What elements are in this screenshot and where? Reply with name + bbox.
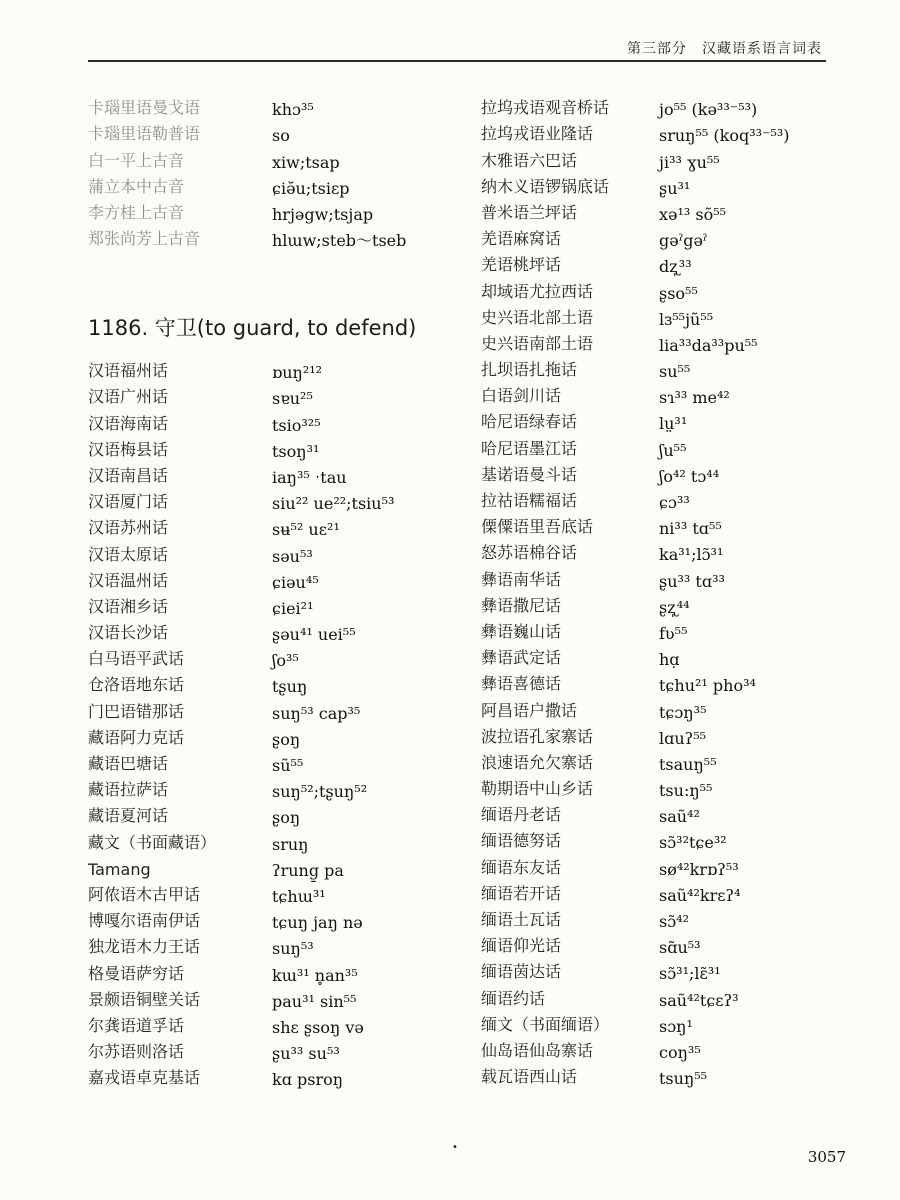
language-name: 独龙语木力王话 [88, 937, 201, 957]
phonetic-form: suŋ⁵²;tʂuŋ⁵² [272, 782, 368, 802]
left-column [88, 92, 468, 249]
language-name: 哈尼语绿春话 [481, 412, 578, 432]
table-row [481, 380, 861, 406]
phonetic-form: ka³¹;lɔ̃³¹ [659, 545, 724, 565]
language-name: 载瓦语西山话 [481, 1067, 578, 1087]
language-name: 缅语德努话 [481, 831, 562, 851]
language-name: 缅语土瓦话 [481, 910, 562, 929]
phonetic-form: ɕɔ³³ [659, 493, 690, 512]
phonetic-form: sɔ̃³²tɕe³² [659, 833, 727, 853]
table-row [481, 302, 861, 328]
language-name: 怒苏语棉谷话 [481, 543, 578, 563]
table-row [88, 565, 468, 591]
table-row [481, 878, 861, 904]
language-name: 木雅语六巴话 [481, 150, 578, 170]
table-row [88, 643, 468, 669]
phonetic-form: ʂʐ̩⁴⁴ [659, 597, 690, 617]
table-row [481, 721, 861, 747]
language-name: 尔龚语道孚话 [88, 1015, 185, 1035]
phonetic-form: sruŋ⁵⁵ (koq³³⁻⁵³) [659, 126, 790, 146]
table-row [88, 617, 468, 643]
language-name: 阿昌语户撒话 [481, 700, 578, 720]
language-name: 白语剑川话 [481, 386, 562, 406]
table-row [88, 407, 468, 433]
table-row [481, 616, 861, 642]
table-row [481, 537, 861, 563]
phonetic-form: tsuŋ⁵⁵ [659, 1069, 708, 1089]
language-name: 汉语广州话 [88, 387, 169, 407]
language-name: Tamang [88, 859, 151, 879]
table-row [481, 485, 861, 511]
phonetic-form: tɕɔŋ³⁵ [659, 702, 707, 722]
language-name: 汉语苏州话 [88, 518, 169, 538]
phonetic-form: dʐ̩³³ [659, 257, 692, 277]
phonetic-form: ɒuŋ²¹² [272, 363, 323, 383]
phonetic-form: tsio³²⁵ [272, 415, 321, 435]
language-name: 缅语茵达话 [481, 962, 562, 982]
language-name: 汉语福州话 [88, 361, 169, 381]
language-name: 彝语巍山话 [481, 621, 562, 641]
language-name: 景颇语铜壁关话 [88, 989, 201, 1009]
language-name: 拉祜语糯福话 [481, 491, 578, 510]
table-row [88, 171, 468, 197]
table-row [88, 774, 468, 800]
table-row [88, 1062, 468, 1088]
phonetic-form: sɿ³³ me⁴² [659, 388, 730, 408]
language-name: 汉语海南话 [88, 413, 169, 433]
table-row [481, 851, 861, 877]
phonetic-form: hɑ̣ [659, 650, 680, 670]
phonetic-form: ʂoŋ [272, 729, 301, 749]
phonetic-form: səu⁵³ [272, 546, 313, 566]
language-name: 浪速语允欠寨话 [481, 752, 594, 772]
phonetic-form: hrjəgw;tsjap [272, 204, 374, 224]
language-name: 尔苏语则洛话 [88, 1042, 185, 1062]
section-title: 1186. 守卫(to guard, to defend) [88, 316, 417, 340]
table-row [481, 171, 861, 197]
table-row [88, 460, 468, 486]
bullet-mark: • [452, 1142, 458, 1153]
table-row [88, 381, 468, 407]
phonetic-form: gəˀgəˀ [659, 231, 708, 251]
table-row [88, 591, 468, 617]
language-name: 汉语湘乡话 [88, 596, 169, 616]
table-row [88, 879, 468, 905]
phonetic-form: saũ⁴²krɛʔ⁴ [659, 885, 741, 905]
phonetic-form: lia³³da³³pu⁵⁵ [659, 335, 758, 355]
table-row [481, 249, 861, 275]
language-name: 却域语尤拉西话 [481, 281, 594, 301]
table-row [481, 694, 861, 720]
language-name: 彝语武定话 [481, 648, 562, 668]
language-name: 勒期语中山乡话 [481, 779, 594, 799]
language-name: 哈尼语墨江话 [481, 438, 578, 458]
table-row [88, 905, 468, 931]
running-head: 第三部分 汉藏语系语言词表 [627, 41, 822, 57]
language-name: 藏文（书面藏语） [88, 832, 217, 852]
language-name: 藏语阿力克话 [88, 727, 185, 747]
phonetic-form: tɕhɯ³¹ [272, 886, 326, 906]
language-name: 白马语平武话 [88, 649, 185, 669]
language-name: 拉坞戎语观音桥话 [481, 98, 610, 118]
table-row [481, 563, 861, 589]
language-name: 史兴语北部土语 [481, 307, 594, 327]
phonetic-form: suŋ⁵³ cap³⁵ [272, 703, 361, 723]
table-row [481, 590, 861, 616]
language-name: 蒲立本中古音 [88, 176, 185, 196]
phonetic-form: ʃo³⁵ [272, 651, 299, 671]
language-name: 藏语拉萨话 [88, 780, 169, 800]
language-name: 缅语约话 [481, 988, 546, 1008]
language-name: 缅语仰光话 [481, 936, 562, 956]
table-row [88, 92, 468, 118]
phonetic-form: sɔ̃⁴² [659, 912, 689, 931]
phonetic-form: su⁵⁵ [659, 362, 691, 382]
phonetic-form: ʂso⁵⁵ [659, 283, 698, 303]
language-name: 羌语麻窝话 [481, 229, 562, 249]
page-number: 3057 [807, 1148, 846, 1166]
phonetic-form: sruŋ [272, 834, 309, 854]
phonetic-form: sɔ̃³¹;lɛ̃³¹ [659, 964, 721, 984]
table-row [88, 512, 468, 538]
phonetic-form: fʋ⁵⁵ [659, 623, 688, 643]
header-rule [88, 60, 826, 62]
language-name: 波拉语孔家寨话 [481, 726, 594, 746]
phonetic-form: tʂuŋ [272, 677, 308, 697]
language-name: 缅语东友话 [481, 857, 562, 877]
phonetic-form: ʔrung̱ pa [272, 860, 344, 880]
phonetic-form: ʂu³³ su⁵³ [272, 1044, 340, 1064]
left-column-lower [88, 355, 468, 1088]
table-row [88, 826, 468, 852]
table-row [88, 957, 468, 983]
phonetic-form: suŋ⁵³ [272, 939, 314, 959]
phonetic-form: ji³³ ɣu⁵⁵ [659, 152, 720, 172]
table-row [88, 669, 468, 695]
language-name: 汉语梅县话 [88, 439, 169, 459]
table-row [481, 92, 861, 118]
language-name: 卡瑙里语曼戈语 [88, 98, 201, 118]
table-row [481, 747, 861, 773]
phonetic-form: sø⁴²krɒʔ⁵³ [659, 859, 739, 879]
table-row [88, 197, 468, 223]
table-row [481, 275, 861, 301]
language-name: 阿侬语木古甲话 [88, 884, 201, 904]
language-name: 博嘎尔语南伊话 [88, 911, 201, 931]
language-name: 李方桂上古音 [88, 202, 185, 222]
phonetic-form: sɑ̃u⁵³ [659, 938, 701, 958]
language-name: 拉坞戎语业隆话 [481, 124, 594, 144]
table-row [88, 118, 468, 144]
phonetic-form: kɯ³¹ n̥an³⁵ [272, 965, 358, 985]
phonetic-form: sũ⁵⁵ [272, 756, 304, 775]
table-row [481, 825, 861, 851]
phonetic-form: ʂu³¹ [659, 178, 691, 198]
phonetic-form: sɔŋ¹ [659, 1016, 693, 1036]
language-name: 羌语桃坪话 [481, 255, 562, 275]
phonetic-form: iaŋ³⁵ ˑtau [272, 467, 347, 487]
table-row [88, 486, 468, 512]
phonetic-form: kɑ psroŋ [272, 1070, 344, 1090]
table-row [88, 695, 468, 721]
table-row [88, 355, 468, 381]
language-name: 纳木义语锣锅底话 [481, 176, 610, 196]
phonetic-form: sʉ⁵² uɛ²¹ [272, 520, 340, 540]
language-name: 基诺语曼斗话 [481, 464, 578, 484]
language-name: 藏语巴塘话 [88, 754, 169, 773]
table-row [88, 144, 468, 170]
table-row [88, 1010, 468, 1036]
phonetic-form: lṳ³¹ [659, 414, 688, 434]
phonetic-form: so [272, 126, 290, 146]
phonetic-form: tsauŋ⁵⁵ [659, 754, 717, 774]
phonetic-form: ni³³ tɑ⁵⁵ [659, 519, 722, 539]
phonetic-form: coŋ³⁵ [659, 1042, 701, 1062]
phonetic-form: lɑuʔ⁵⁵ [659, 728, 707, 748]
table-row [481, 459, 861, 485]
table-row [481, 956, 861, 982]
table-row [88, 434, 468, 460]
table-row [88, 223, 468, 249]
table-row [481, 354, 861, 380]
language-name: 普米语兰坪话 [481, 202, 578, 222]
table-row [481, 197, 861, 223]
phonetic-form: saũ⁴² [659, 807, 700, 827]
table-row [481, 406, 861, 432]
phonetic-form: hlɯw;steb～tseb [272, 231, 407, 251]
table-row [481, 432, 861, 458]
table-row [481, 930, 861, 956]
phonetic-form: tɕhu²¹ pho³⁴ [659, 676, 756, 696]
phonetic-form: ʃo⁴² tɔ⁴⁴ [659, 466, 720, 486]
phonetic-form: xə¹³ sõ⁵⁵ [659, 204, 727, 224]
phonetic-form: ɕiei²¹ [272, 598, 314, 618]
table-row [481, 1035, 861, 1061]
language-name: 汉语太原话 [88, 544, 169, 564]
language-name: 史兴语南部土语 [481, 333, 594, 353]
table-row [88, 538, 468, 564]
phonetic-form: xiw;tsap [272, 152, 340, 172]
language-name: 缅语若开话 [481, 883, 562, 903]
phonetic-form: pau³¹ sin⁵⁵ [272, 991, 357, 1011]
table-row [481, 511, 861, 537]
language-name: 缅语丹老话 [481, 805, 562, 825]
phonetic-form: siu²² ue²²;tsiu⁵³ [272, 494, 395, 514]
language-name: 汉语温州话 [88, 570, 169, 590]
phonetic-form: sɐu²⁵ [272, 389, 313, 409]
table-row [481, 642, 861, 668]
language-name: 格曼语萨穷话 [88, 963, 185, 983]
table-row [88, 931, 468, 957]
left-top-list [88, 92, 468, 249]
language-name: 彝语撒尼话 [481, 595, 562, 615]
language-name: 汉语长沙话 [88, 623, 169, 643]
phonetic-form: jo⁵⁵ (kə³³⁻⁵³) [659, 100, 758, 120]
language-name: 白一平上古音 [88, 150, 185, 170]
table-row [481, 328, 861, 354]
language-name: 嘉戎语卓克基话 [88, 1068, 201, 1088]
phonetic-form: ʃu⁵⁵ [659, 440, 687, 460]
table-row [88, 722, 468, 748]
language-name: 缅文（书面缅语） [481, 1014, 610, 1034]
table-row [481, 904, 861, 930]
table-row [88, 853, 468, 879]
phonetic-form: ɕiəu⁴⁵ [272, 572, 319, 592]
language-name: 仙岛语仙岛寨话 [481, 1040, 594, 1060]
phonetic-form: khɔ³⁵ [272, 100, 314, 120]
phonetic-form: shɛ ʂsoŋ və [272, 1017, 364, 1037]
table-row [481, 223, 861, 249]
phonetic-form: ɕiə̆u;tsiɛp [272, 178, 350, 198]
table-row [481, 1061, 861, 1087]
table-row [481, 1009, 861, 1035]
table-row [88, 1036, 468, 1062]
language-name: 郑张尚芳上古音 [88, 229, 201, 249]
phonetic-form: tsoŋ³¹ [272, 441, 320, 461]
language-name: 仓洛语地东话 [88, 675, 185, 695]
right-column [481, 92, 861, 1087]
language-name: 彝语南华话 [481, 569, 562, 589]
table-row [88, 748, 468, 774]
table-row [481, 144, 861, 170]
phonetic-form: saũ⁴²tɕɛʔ³ [659, 990, 739, 1010]
language-name: 傈僳语里吾底话 [481, 517, 594, 537]
language-name: 卡瑙里语勒普语 [88, 124, 201, 144]
phonetic-form: ʂoŋ [272, 808, 301, 828]
table-row [481, 118, 861, 144]
phonetic-form: ʂu³³ tɑ³³ [659, 571, 725, 591]
table-row [481, 799, 861, 825]
table-row [88, 984, 468, 1010]
language-name: 扎坝语扎拖话 [481, 360, 578, 380]
phonetic-form: lɜ⁵⁵jũ⁵⁵ [659, 309, 714, 329]
language-name: 门巴语错那话 [88, 701, 185, 721]
language-name: 汉语厦门话 [88, 492, 169, 512]
table-row [481, 773, 861, 799]
language-name: 汉语南昌话 [88, 465, 169, 485]
phonetic-form: tɕuŋ jaŋ nə [272, 913, 363, 933]
table-row [481, 668, 861, 694]
language-name: 彝语喜德话 [481, 674, 562, 694]
table-row [88, 800, 468, 826]
phonetic-form: tsu:ŋ⁵⁵ [659, 781, 713, 801]
phonetic-form: ʂəu⁴¹ uei⁵⁵ [272, 625, 356, 645]
language-name: 藏语夏河话 [88, 806, 169, 826]
table-row [481, 982, 861, 1008]
